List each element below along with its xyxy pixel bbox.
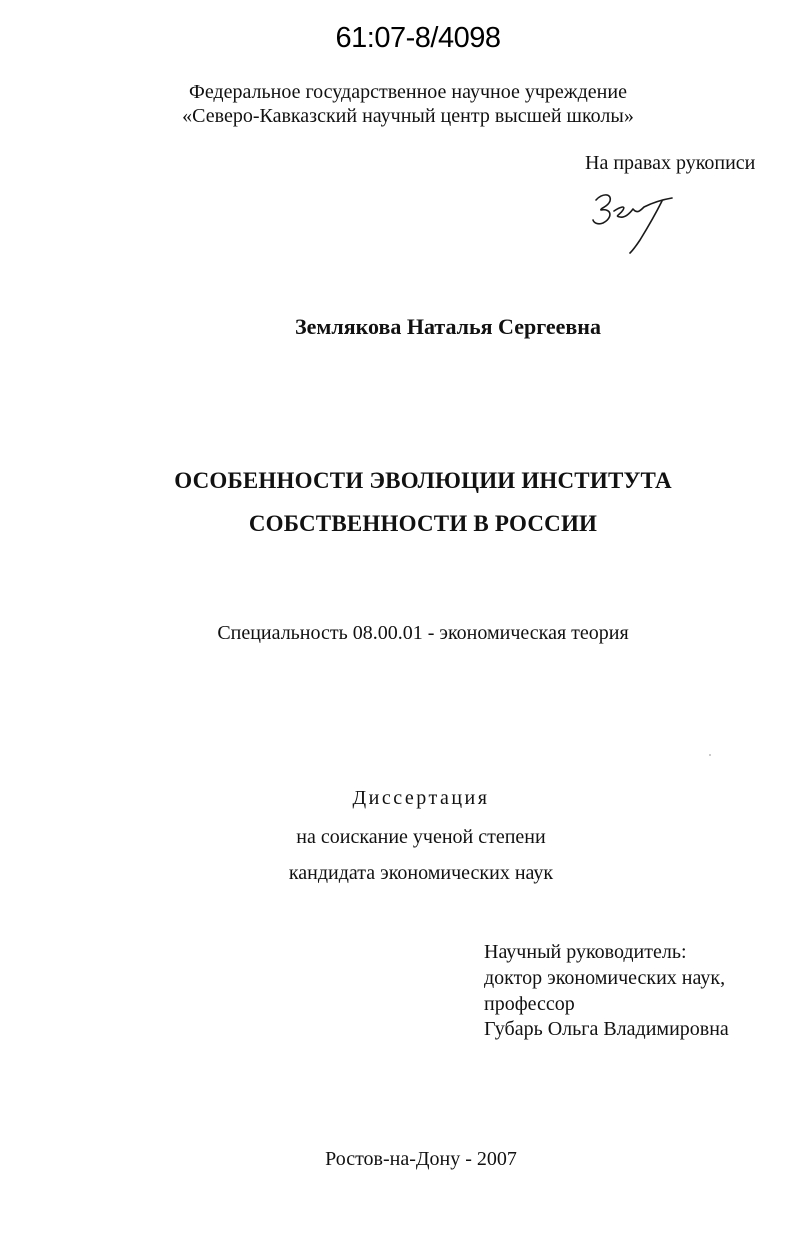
manuscript-rights-note: На правах рукописи	[585, 152, 756, 174]
catalog-number: 61:07-8/4098	[335, 22, 501, 54]
supervisor-name: Губарь Ольга Владимировна	[484, 1018, 729, 1040]
degree-line-3: кандидата экономических наук	[288, 862, 554, 884]
degree-type: Диссертация	[352, 787, 490, 809]
institution-name-line-2: «Северо-Кавказский научный центр высшей школы»	[182, 105, 634, 127]
author-name: Землякова Наталья Сергеевна	[295, 314, 601, 339]
degree-line-2: на соискание ученой степени	[296, 826, 546, 848]
dissertation-title-line-1: ОСОБЕННОСТИ ЭВОЛЮЦИИ ИНСТИТУТА	[174, 468, 672, 493]
specialty-line: Специальность 08.00.01 - экономическая теория	[217, 622, 629, 644]
dissertation-title-line-2: СОБСТВЕННОСТИ В РОССИИ	[248, 511, 598, 536]
supervisor-heading: Научный руководитель:	[484, 941, 687, 963]
supervisor-title: профессор	[484, 993, 575, 1015]
institution-name-line-1: Федеральное государственное научное учреждение	[189, 81, 627, 103]
handwritten-signature	[590, 180, 680, 255]
place-and-year: Ростов-на-Дону - 2007	[325, 1148, 517, 1170]
scan-speck	[709, 754, 711, 756]
supervisor-degree: доктор экономических наук,	[484, 967, 726, 989]
